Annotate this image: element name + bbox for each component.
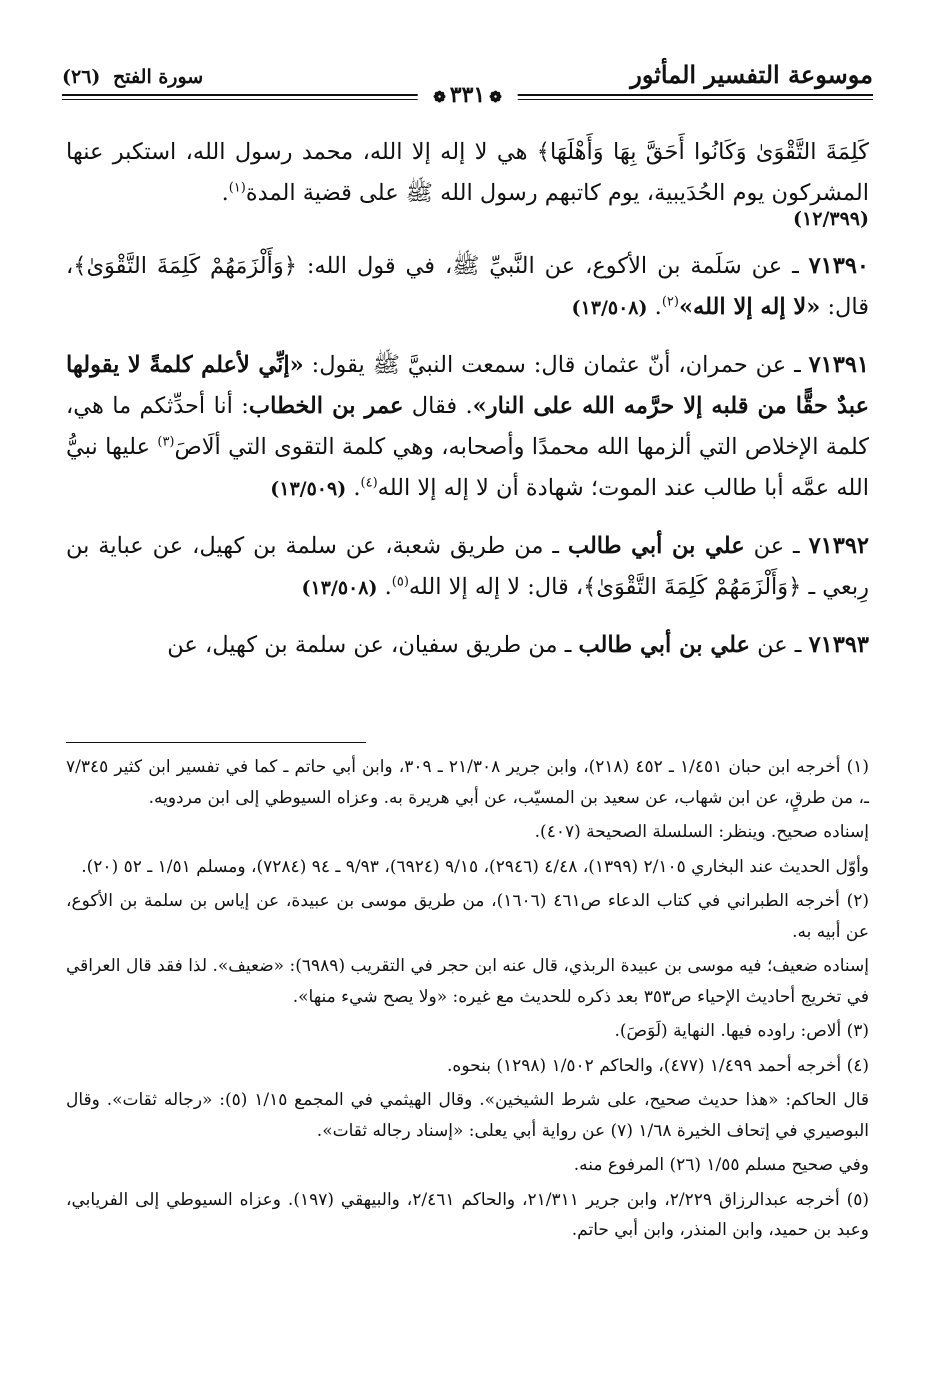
entry-71392: ٧١٣٩٢ ـ عن علي بن أبي طالب ـ من طريق شعبة، عن سلمة بن كهيل، عن عباية بن رِبعي ـ ﴿وَأَلْزَمَهُمْ كَلِمَةَ التَّقْوَىٰ﴾، قال: لا إله إلا الله$^{(٥)}$. (١٣/٥٠٨) xyxy=(66,533,869,600)
quran-verse: ﴿وَأَلْزَمَهُمْ كَلِمَةَ التَّقْوَىٰ﴾ xyxy=(583,574,802,600)
volume-reference: (١٣/٥٠٩) xyxy=(270,478,347,500)
entry-71390: ٧١٣٩٠ ـ عن سَلَمة بن الأكوع، عن النَّبيِّ ﷺ، في قول الله: ﴿وَأَلْزَمَهُمْ كَلِمَةَ التَّقْوَىٰ﴾، قال: «لا إله إلا الله»$^{(٢)}$. (١٣/٥٠٨) xyxy=(66,253,869,320)
footnote: إسناده صحيح. وينظر: السلسلة الصحيحة (٤٠٧). xyxy=(534,822,869,842)
volume-reference: (١٣/٥٠٨) xyxy=(301,577,378,599)
entry-number: ٧١٣٩٣ xyxy=(808,632,869,658)
footnote-marker: (٥) xyxy=(391,574,409,590)
volume-reference: (١٢/٣٩٩) xyxy=(793,208,869,230)
footnote: (١) أخرجه ابن حبان ١/٤٥١ ـ ٤٥٢ (٢١٨)، وابن جرير ٢١/٣٠٨ ـ ٣٠٩، وابن أبي حاتم ـ كما في تفسير ابن كثير ٧/٣٤٥ ـ، من طرقٍ، عن ابن شهاب، عن سعيد بن المسيّب، عن أبي هريرة به. وعزاه السيوطي إلى ابن مردويه. xyxy=(66,757,869,808)
entry-71391: ٧١٣٩١ ـ عن حمران، أنّ عثمان قال: سمعت النبيَّ ﷺ يقول: «إنِّي لأعلم كلمةً لا يقولها عبدٌ حقًّا من قلبه إلا حرَّمه الله على النار». فقال عمر بن الخطاب: أنا أحدِّثكم ما هي، كلمة الإخلاص التي ألزمها الله محمدًا وأصحابه، وهي كلمة التقوى التي ألَاصَ$^{(٣)}$ عليها نبيُّ الله عمَّه أبا طالب عند الموت؛ شهادة أن لا إله إلا الله$^{(٤)}$. (١٣/٥٠٩) xyxy=(66,352,870,501)
narrator-name: عمر بن الخطاب xyxy=(248,393,404,419)
footnote-marker: (٣) xyxy=(157,434,175,450)
entry-number: ٧١٣٩١ xyxy=(808,352,869,378)
volume-reference: (١٣/٥٠٨) xyxy=(571,297,648,319)
quran-verse: كَلِمَةَ التَّقْوَىٰ وَكَانُوا أَحَقَّ بِهَا وَأَهْلَهَا﴾ xyxy=(536,139,869,165)
page-header xyxy=(62,56,873,114)
footnote: وأوّل الحديث عند البخاري ٢/١٠٥ (١٣٩٩)، ٤/٤٨ (٢٩٤٦)، ٩/١٥ (٦٩٢٤)، ٩/٩٣ ـ ٩٤ (٧٢٨٤)، ومسلم ١/٥١ ـ ٥٢ (٢٠). xyxy=(81,856,869,877)
entry-number: ٧١٣٩٠ xyxy=(808,253,869,279)
ornament-icon: ❁ xyxy=(489,88,502,106)
quran-verse: ﴿وَأَلْزَمَهُمْ كَلِمَةَ التَّقْوَىٰ﴾ xyxy=(73,253,297,279)
footnote-marker: (١) xyxy=(228,180,246,196)
surah-label xyxy=(62,66,203,88)
footnote-marker: (٢) xyxy=(661,294,679,310)
surah-number: (٢٦) xyxy=(62,66,101,88)
footnote: (٥) أخرجه عبدالرزاق ٢/٢٢٩، وابن جرير ٢١/٣١١، والحاكم ٢/٤٦١، والبيهقي (١٩٧). وعزاه السيوطي إلى الفريابي، وعبد بن حميد، وابن المنذر، وابن أبي حاتم. xyxy=(66,1189,870,1240)
footnote: إسناده ضعيف؛ فيه موسى بن عبيدة الربذي، قال عنه ابن حجر في التقريب (٦٩٨٩): «ضعيف». لذا فقد قال العراقي في تخريج أحاديث الإحياء ص٣٥٣ بعد ذكره للحديث مع غيره: «ولا يصح شيء منها». xyxy=(66,956,869,1007)
footnote-separator xyxy=(66,742,366,743)
entry-number: ٧١٣٩٢ xyxy=(808,533,869,559)
footnote: وفي صحيح مسلم ١/٥٥ (٢٦) المرفوع منه. xyxy=(573,1155,869,1175)
book-title: موسوعة التفسير المأثور xyxy=(630,60,873,89)
hadith-text: «لا إله إلا الله» xyxy=(678,294,821,320)
footnote: قال الحاكم: «هذا حديث صحيح، على شرط الشيخين». وقال الهيثمي في المجمع ١/١٥ (٥): «رجاله ثقات». وقال البوصيري في إتحاف الخيرة ١/٦٨ (٧) عن رواية أبي يعلى: «إسناد رجاله ثقات». xyxy=(66,1090,869,1141)
page-number-value: ٣٣١ xyxy=(449,82,486,108)
entry-71393: ٧١٣٩٣ ـ عن علي بن أبي طالب ـ من طريق سفيان، عن سلمة بن كهيل، عن xyxy=(167,632,869,658)
surah-name: سورة الفتح xyxy=(113,66,204,88)
ornament-icon: ❁ xyxy=(433,88,446,106)
intro-text: هي لا إله إلا الله، محمد رسول الله، استكبر عنها المشركون يوم الحُدَيبية، يوم كاتبهم رسول الله ﷺ على قضية المدة xyxy=(66,139,869,206)
main-text xyxy=(66,132,869,682)
footnote-marker: (٤) xyxy=(360,475,378,491)
footnotes xyxy=(66,752,869,1250)
narrator-name: علي بن أبي طالب xyxy=(567,533,745,559)
narrator-name: علي بن أبي طالب xyxy=(578,632,750,658)
footnote: (٣) ألاص: راوده فيها. النهاية (لَوَصَ). xyxy=(614,1021,869,1041)
footnote: (٤) أخرجه أحمد ١/٤٩٩ (٤٧٧)، والحاكم ١/٥٠٢ (١٢٩٨) بنحوه. xyxy=(447,1055,869,1076)
page-number xyxy=(417,82,518,108)
footnote: (٢) أخرجه الطبراني في كتاب الدعاء ص٤٦١ (١٦٠٦)، من طريق موسى بن عبيدة، عن إياس بن سلمة بن الأكوع، عن أبيه به. xyxy=(66,891,870,942)
intro-paragraph: كَلِمَةَ التَّقْوَىٰ وَكَانُوا أَحَقَّ بِهَا وَأَهْلَهَا﴾ هي لا إله إلا الله، محمد رسول الله، استكبر عنها المشركون يوم الحُدَيبية، يوم كاتبهم رسول الله ﷺ على قضية المدة$^{(١)}$. xyxy=(66,139,869,206)
hadith-text: «إنِّي لأعلم كلمةً لا يقولها عبدٌ حقًّا من قلبه إلا حرَّمه الله على النار» xyxy=(66,352,870,419)
